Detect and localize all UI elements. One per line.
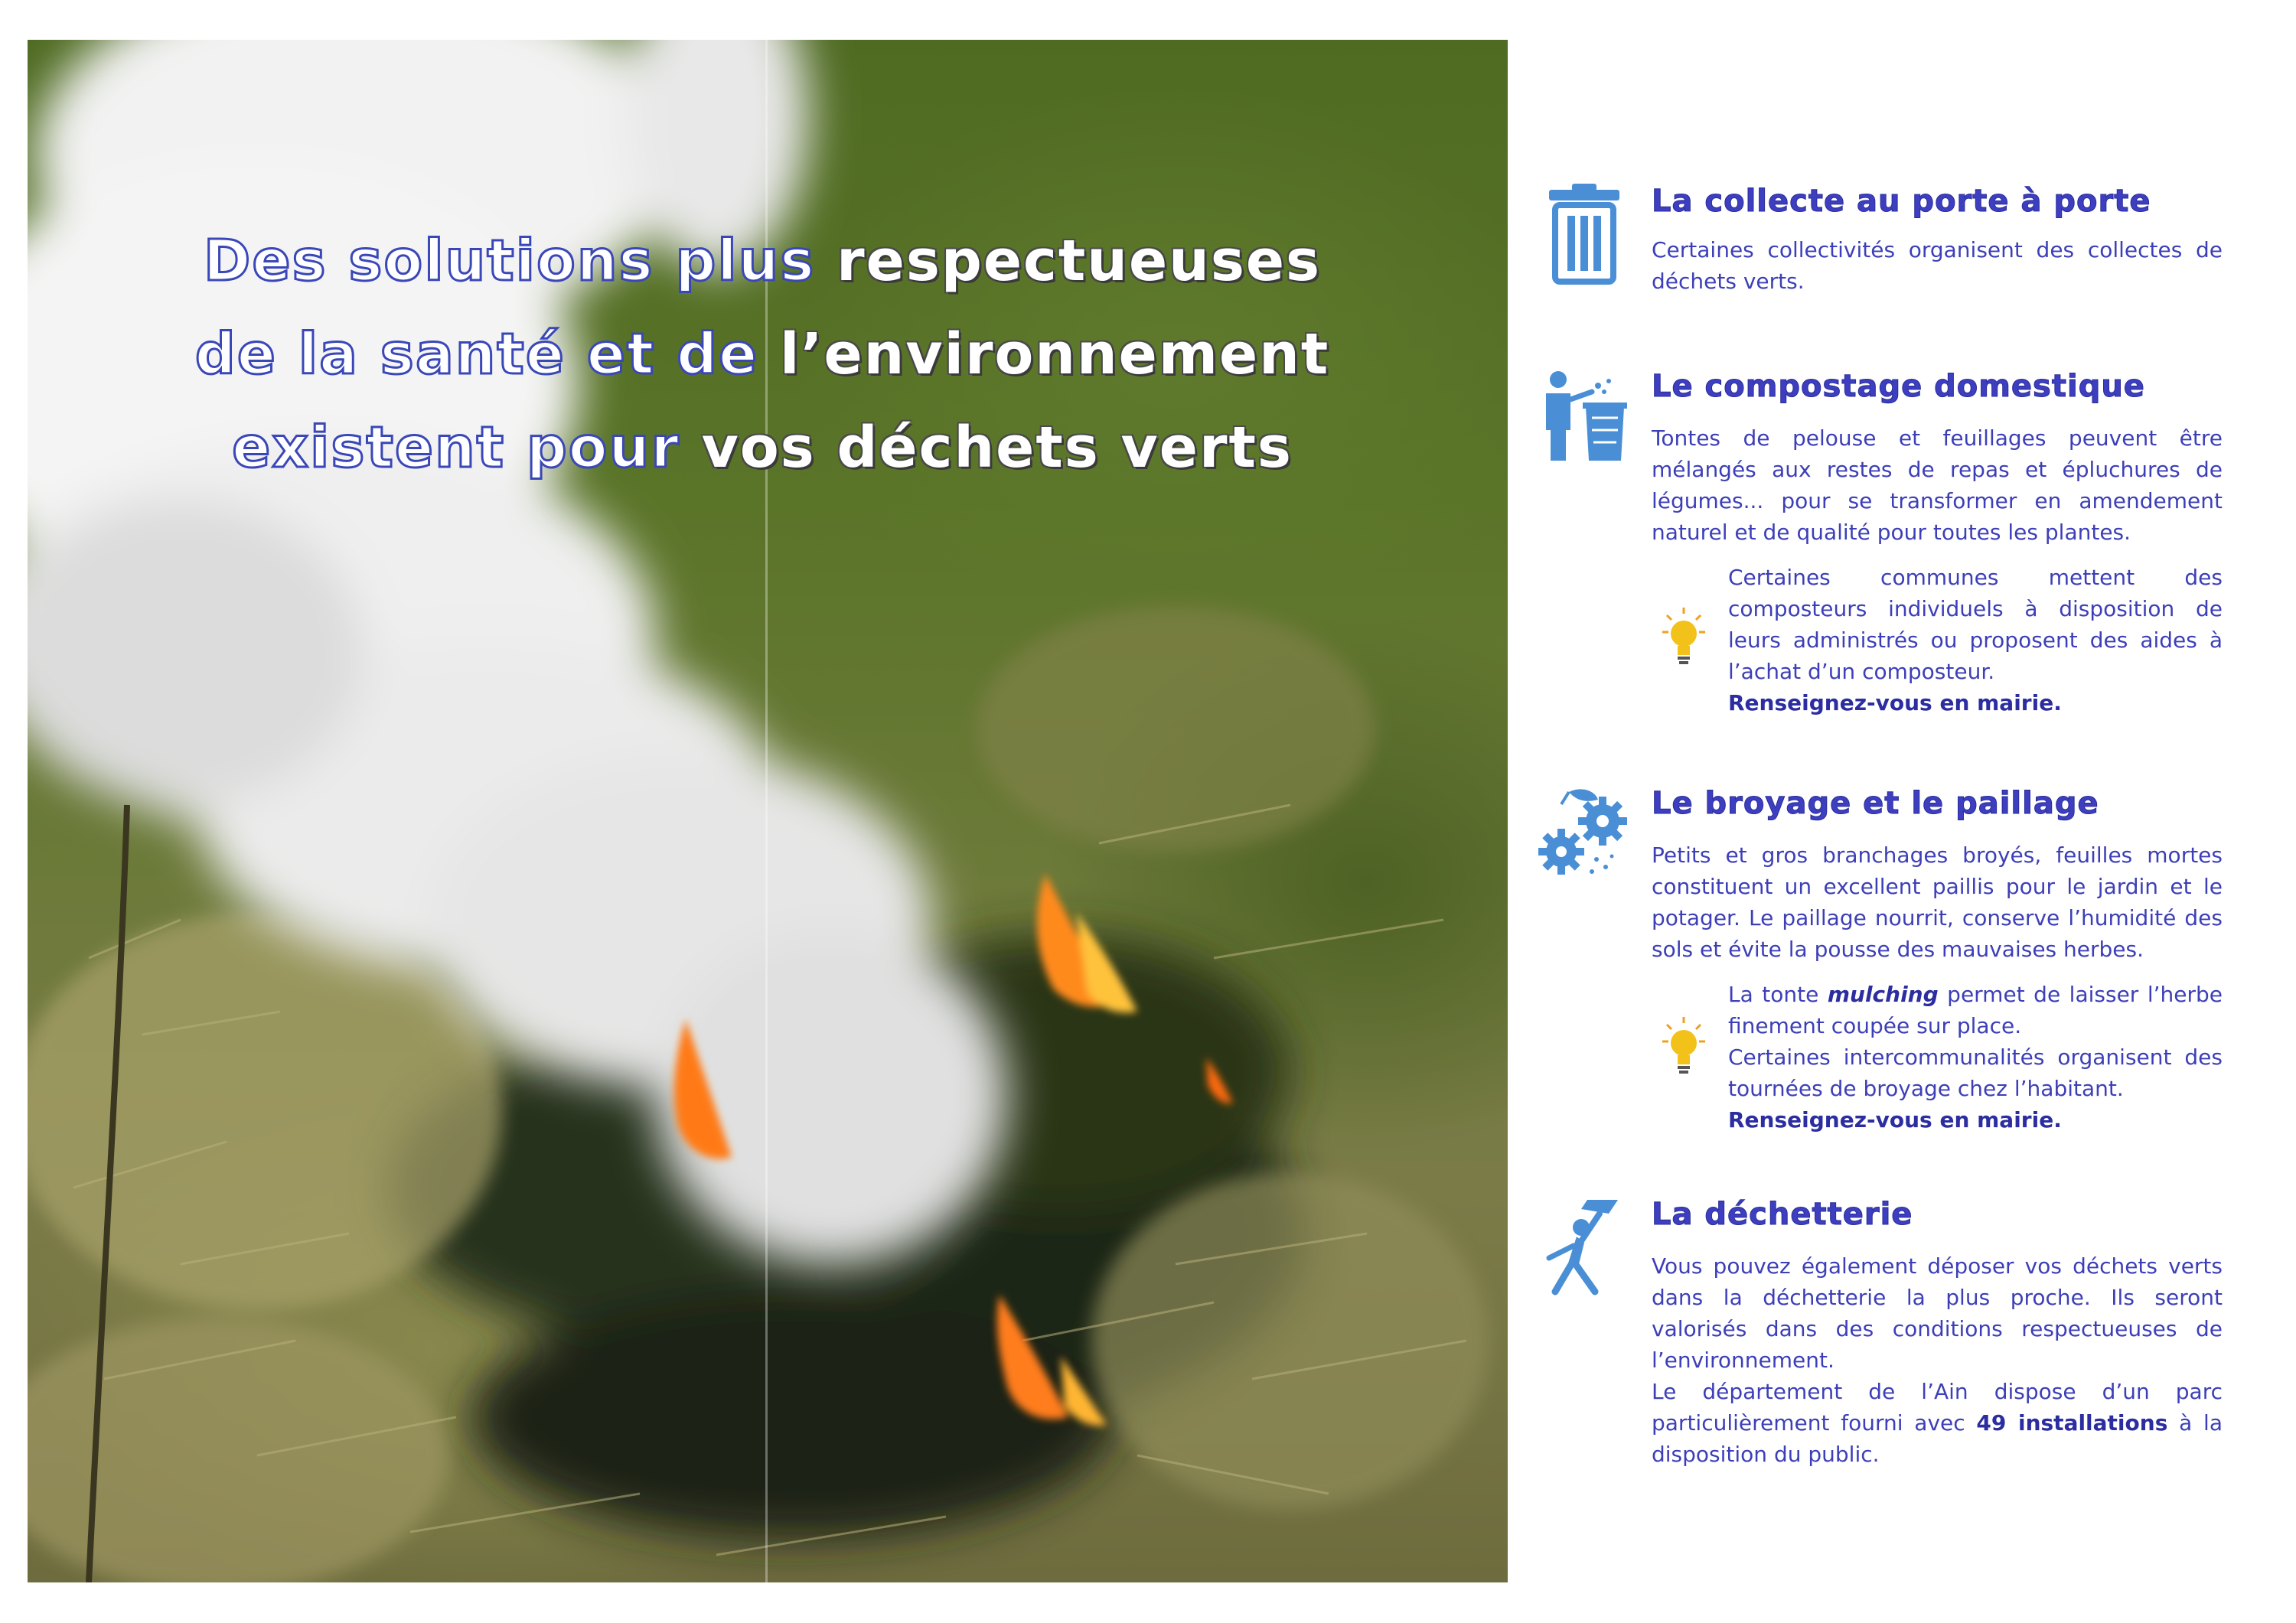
section-title-collecte: La collecte au porte à porte bbox=[1652, 184, 2151, 219]
section-broyage bbox=[1538, 786, 2242, 1146]
lightbulb-icon bbox=[1661, 1015, 1707, 1077]
decheterie-body-2 bbox=[1652, 1376, 2223, 1470]
tip-broyage-pre: La tonte bbox=[1728, 982, 1828, 1007]
trash-bin-icon bbox=[1538, 184, 1630, 291]
section-body-broyage: Petits et gros branchages broyés, feuilles mortes constituent un excellent paillis pour le jardin et le potager. Le paillage nourrit, conserve l’humidité des sols et évite la pousse des mauvaises herbes. bbox=[1652, 842, 2223, 962]
decheterie-body-1: Vous pouvez également déposer vos déchets verts dans la déchetterie la plus proche. Ils seront valorisés dans des conditions respectueuses de l’environnement. bbox=[1652, 1253, 2223, 1373]
section-title-compostage: Le compostage domestique bbox=[1652, 369, 2145, 404]
tip-broyage bbox=[1728, 979, 2223, 1136]
tip-compostage-strong: Renseignez-vous en mairie. bbox=[1728, 690, 2062, 715]
section-body-collecte: Certaines collectivités organisent des collectes de déchets verts. bbox=[1652, 237, 2223, 294]
tip-compostage bbox=[1728, 562, 2223, 719]
section-title-decheterie: La déchetterie bbox=[1652, 1197, 1913, 1232]
headline-line-3 bbox=[119, 401, 1405, 494]
section-body-compostage: Tontes de pelouse et feuillages peuvent être mélangés aux restes de repas et épluchures de légumes... pour se transformer en amendement naturel et de qualité pour toutes les plantes. bbox=[1652, 425, 2223, 545]
tip-broyage-text-2: Certaines intercommunalités organisent des tournées de broyage chez l’habitant. bbox=[1728, 1045, 2223, 1101]
headline-line-1-solid: respectueuses bbox=[837, 228, 1322, 294]
decheterie-body-2-post: à la disposition du public. bbox=[1652, 1410, 2223, 1467]
headline-line-1 bbox=[119, 214, 1405, 308]
tip-broyage-em: mulching bbox=[1827, 982, 1939, 1007]
headline bbox=[119, 214, 1405, 494]
headline-line-2-outline: de la santé et de bbox=[194, 321, 781, 387]
tip-broyage-strong: Renseignez-vous en mairie. bbox=[1728, 1107, 2062, 1133]
section-decheterie bbox=[1538, 1197, 2242, 1488]
gears-leaf-icon bbox=[1538, 786, 1630, 893]
headline-line-3-solid: vos déchets verts bbox=[701, 415, 1293, 481]
section-body-decheterie bbox=[1652, 1250, 2223, 1470]
headline-line-2 bbox=[119, 308, 1405, 401]
tip-broyage-post: permet de laisser l’herbe finement coupée sur place. bbox=[1728, 982, 2223, 1038]
tip-compostage-text: Certaines communes mettent des composteurs individuels à disposition de leurs administrés ou proposent des aides à l’achat d’un composteur. bbox=[1728, 565, 2223, 684]
burning-grass-photo bbox=[28, 40, 1508, 1582]
headline-line-2-solid: l’environnement bbox=[780, 321, 1330, 387]
section-compostage bbox=[1538, 369, 2242, 728]
person-composting-icon bbox=[1538, 369, 1630, 476]
person-throwing-icon bbox=[1538, 1197, 1630, 1304]
lightbulb-icon bbox=[1661, 606, 1707, 667]
section-title-broyage: Le broyage et le paillage bbox=[1652, 786, 2099, 821]
section-collecte bbox=[1538, 184, 2242, 337]
headline-line-3-outline: existent pour bbox=[232, 415, 702, 481]
decheterie-body-2-pre: Le département de l’Ain dispose d’un parc particulièrement fourni avec bbox=[1652, 1379, 2223, 1436]
installations-count: 49 installations bbox=[1976, 1410, 2168, 1436]
tip-broyage-mulching bbox=[1728, 979, 2223, 1041]
headline-line-1-outline: Des solutions plus bbox=[203, 228, 837, 294]
